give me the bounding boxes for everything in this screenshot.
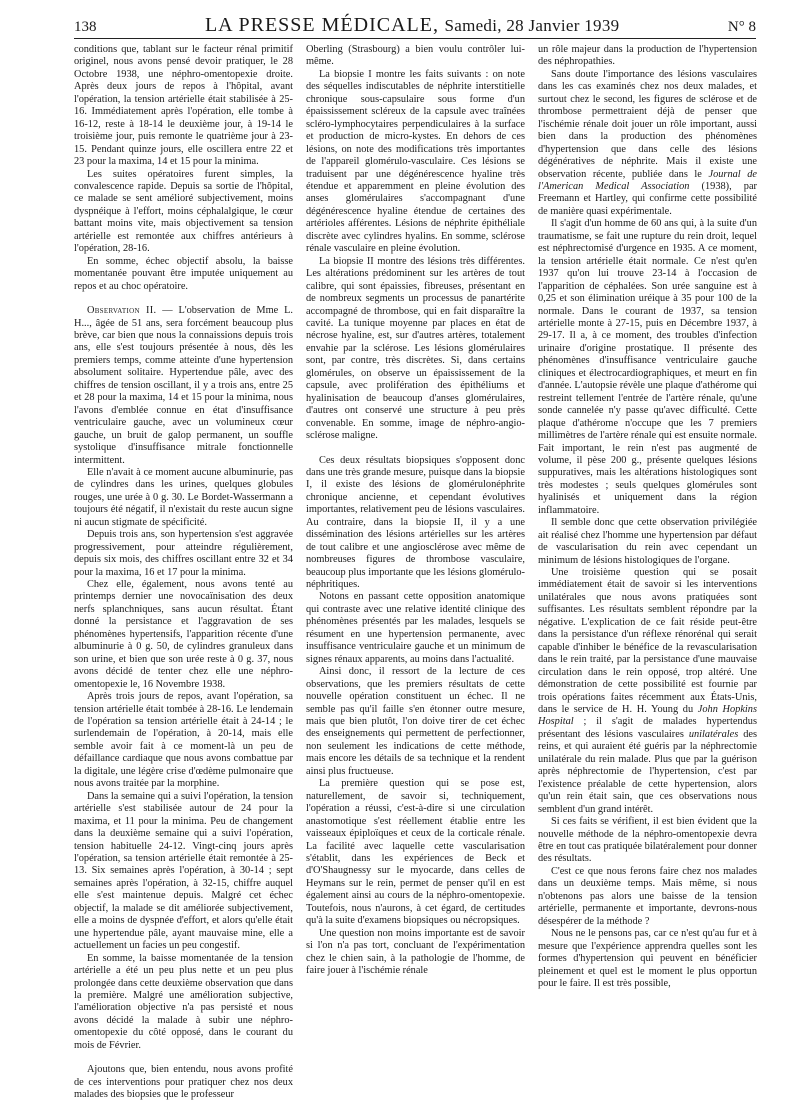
paragraph	[538, 567, 757, 816]
paragraph: Une question non moins importante est de savoir si l'on n'a pas tort, concluant de l'expérimentation chez le chien sain, à la pathologie de l'homme, de faire jouer à l'ischémie rénale	[306, 927, 525, 977]
column-middle	[306, 44, 525, 1070]
paragraph: Dans la semaine qui a suivi l'opération, la tension artérielle s'est stabilisée autour de 24 pour la maxima, et 11 pour la minima. Peu de changement dans la deuxième semaine qui a suivi l'opération, tension habituelle 24-12. Vingt-cinq jours après l'opération, sa tension artérielle était remontée à 25-13. Six semaines après l'opération, à 30-14 ; sept semaines après l'opération, à 32-15, chiffre auquel elle s'est maintenue depuis. Malgré cet échec objectif, la malade se dit améliorée subjectivement, elle a moins de dyspnée d'effort, et alors qu'elle était une hypertendue pâle, ayant mauvaise mine, elle a actuellement un facies un peu congestif.	[74, 790, 293, 952]
hospital-citation: John Hopkins Hospital	[538, 704, 758, 728]
emphasis: unilatérales	[688, 728, 739, 740]
paragraph: Ainsi donc, il ressort de la lecture de ces observations, que les premiers résultats de cette nouvelle opération constituent un échec. Il ne semble pas qu'il faille s'en étonner outre mesure, mais que bien plutôt, l'on doive tirer de cet échec des enseignements qui permettent de perfectionner, non seulement les indications de cette méthode, mais encore les détails de sa technique et la rendent ainsi plus fructueuse.	[306, 666, 525, 777]
paragraph: Si ces faits se vérifient, il est bien évident que la nouvelle méthode de la néphro-omentopexie devra être en tout cas pratiquée bilatéralement pour donner des résultats.	[538, 816, 757, 865]
page-number: 138	[74, 19, 97, 35]
paragraph: Ces deux résultats biopsiques s'opposent donc dans une très grande mesure, puisque dans la biopsie I, il existe des lésions de glomérulonéphrite chronique ancienne, et cependant évolutives importantes, relativement peu de lésions vasculaires. Au contraire, dans la biopsie II, il y a une dissémination des lésions artérielles sur les artères de tout calibre et une angiosclérose avec même de nombreuses figures de thrombose vasculaire, beaucoup plus importante que les lésions glomérulo-néphritiques.	[306, 454, 525, 591]
article-body	[74, 44, 758, 1101]
paragraph: Nous ne le pensons pas, car ce n'est qu'au fur et à mesure que l'expérience apprendra quelles sont les formes d'hypertension qui peuvent en bénéficier pleinement et quel est le moment le plus opportun pour le faire. Il est très possible,	[538, 928, 757, 989]
paragraph: Notons en passant cette opposition anatomique qui contraste avec une relative identité clinique des phénomènes présentés par les malades, lesquels se résument en une hypertension permanente, avec insuffisance ventriculaire gauche et un minimum de signes rénaux apparents, au moins dans l'actualité.	[306, 591, 525, 665]
paragraph: Après trois jours de repos, avant l'opération, sa tension artérielle était tombée à 28-16. Le lendemain de l'opération sa tension artérielle était à 24-14 ; le surlendemain de l'opération, à 20-14, mais elle semble avoir fait à ce moment-là un peu de défaillance cardiaque que nous avons combattue par la digitale, une légère crise d'œdème pulmonaire que nous avons traitée par la morphine.	[74, 691, 293, 790]
journal-title	[205, 14, 620, 37]
publication-name: LA PRESSE MÉDICALE,	[204, 14, 439, 36]
observation-text: — L'observation de Mme L. H..., âgée de 51 ans, sera forcément beaucoup plus brève, car bien que nous la connaissions depuis trois ans, elle s'est toujours présentée à nous, dès les premiers temps, comme atteinte d'une hypertension absolument solitaire. Hypertendue pâle, avec des chiffres de tension oscillant, il y a trois ans, entre 25 et 28 pour la maxima, 14 et 15 pour la minima, nous l'avons d'emblée connue en état d'insuffisance ventriculaire gauche, avec un volumineux cœur gauche, un bruit de galop permanent, un souffle systolique d'insuffisance mitrale fonctionnelle intermittent.	[74, 305, 293, 466]
text-run: Une troisième question qui se posait immédiatement était de savoir si les interventions unilatérales que nous avons pratiquées sont suffisantes. Les résultats semblent répondre par la négative. L'explication de ce fait réside peut-être dans la persistance d'un réflexe rénorénal qui serait capable d'inhiber le bénéfice de la revascularisation dans le rein traité, par la persistance d'une mauvaise circulation dans le rein opposé, trop altéré. Une démonstration de cette possibilité est fournie par trois opérations faites récemment aux États-Unis, dans le service de H. H. Young du	[538, 567, 757, 716]
journal-citation: Journal de l'American Medical Association	[538, 168, 758, 192]
paragraph	[538, 69, 757, 218]
paragraph: un rôle majeur dans la production de l'hypertension des néphropathies.	[538, 44, 757, 68]
paragraph: conditions que, tablant sur le facteur rénal primitif originel, nous avons pensé devoir pratiquer, le 28 Octobre 1938, une néphro-omentopexie droite. Après deux jours de repos à l'hôpital, avant l'opération, la tension artérielle était stabilisée à 25-16. Immédiatement après l'opération, elle tombe à 16-12, reste à 18-14 le deuxième jour, à 19-14 le troisième jour, puis remonte le quatrième jour à 23-15. Pendant quinze jours, elle oscillera entre 22 et 23 pour la maxima, 14 et 15 pour la minima.	[74, 44, 293, 168]
paragraph: Il semble donc que cette observation privilégiée ait réalisé chez l'homme une hypertension par défaut de vascularisation du rein avec cependant un minimum de lésions histologiques de l'organe.	[538, 517, 757, 566]
paragraph: En somme, échec objectif absolu, la baisse momentanée pouvant être imputée uniquement au repos et au choc opératoire.	[74, 255, 293, 292]
paragraph: Chez elle, également, nous avons tenté au printemps dernier une novocaïnisation des deux nerfs splanchniques, sans aucun résultat. Étant donné la persistance et l'aggravation de ses phénomènes hypertensifs, l'apparition récente d'une albuminurie à 0 g. 50, de cylindres granuleux dans son urine, et bien que son urée reste à 0 g. 37, nous avons décidé de tenter chez elle une néphro-omentopexie le, 16 Novembre 1938.	[74, 579, 293, 690]
paragraph: Il s'agit d'un homme de 60 ans qui, à la suite d'un traumatisme, se fait une rupture du rein droit, lequel est néphrectomisé d'urgence en 1935. A ce moment, la tension artérielle était normale. Ce n'est qu'en 1937 qu'on lui trouve 23-14 à l'occasion de l'apparition de céphalées. Son urée sanguine est à 0,25 et son élimination uréique à 35 pour 100 de la normale. Dans le courant de 1937, sa tension artérielle monte à 27-15, puis en Décembre 1937, à 29-17. Il a, à ce moment, des troubles d'infection urinaire d'origine prostatique. Il présente des phénomènes d'insuffisance ventriculaire gauche cliniques et électrocardiographiques, et meurt en fin d'année. L'autopsie révèle une plaque d'athérome qui restreint tellement l'entrée de l'artère rénale, qu'une sonde cannelée n'y passe qu'avec difficulté. Cette plaque d'athérome n'occupe que les 7 premiers millimètres de l'artère rénale qui est ensuite normale. Fait important, le rein n'est pas augmenté de volume, il pèse 200 g., présente quelques lésions suppuratives, mais les altérations histologiques sont très modestes ; seuls quelques glomérules sont hyalinisés et uniquement dans la région inflammatoire.	[538, 218, 757, 516]
running-header	[74, 14, 756, 39]
issue-date: Samedi, 28 Janvier 1939	[444, 16, 620, 35]
paragraph: Les suites opératoires furent simples, la convalescence rapide. Depuis sa sortie de l'hôpital, ce malade se sent amélioré subjectivement, moins dyspnéique à l'effort, moins céphalalgique, le cœur battant moins vite, mais objectivement sa tension artérielle est remontée aux chiffres antérieurs à l'opération, 28-16.	[74, 168, 293, 255]
paragraph: En somme, la baisse momentanée de la tension artérielle a été un peu plus nette et un peu plus prolongée dans cette deuxième observation que dans la première. Malgré une amélioration subjective, l'amélioration objective n'a pas persisté et nous avons décidé la malade à subir une néphro-omentopexie du côté opposé, dans le courant du mois de Février.	[74, 952, 293, 1051]
issue-number: N° 8	[727, 19, 756, 35]
biopsy-ii-paragraph: La biopsie II montre des lésions très différentes. Les altérations prédominent sur les artères de tout calibre, qui sont épaissies, fibreuses, présentant en de nombreux segments un processus de panartérite accompagné de thrombose, qui en fait disparaître la cavité. La tunique moyenne par places en état de nécrose hyaline, est, sur d'autres artères, totalement envahie par la sclérose. Les lésions glomérulaires sont, par contre, très discrètes. Si, dans certains glomérules, on observe un épaississement de la capsule, avec prolifération des épithéliums et hyalinisation de beaucoup d'anses glomérulaires, d'autres ont conservé une structure à peu près convenable. En somme, image de néphro-angio-sclérose maligne.	[306, 255, 525, 442]
column-left	[74, 44, 293, 1101]
observation-label: Observation II.	[86, 305, 157, 317]
paragraph: Oberling (Strasbourg) a bien voulu contrôler lui-même.	[306, 44, 525, 68]
biopsy-i-paragraph: La biopsie I montre les faits suivants : on note des séquelles indiscutables de néphrite interstitielle chronique sous-capsulaire sous forme d'un épaississement scléreux de la capsule avec traînées scléro-lymphocytaires perpendiculaires à la surface et production de micro-kystes. En dehors de ces lésions, on note des modifications très importantes de l'appareil glomérulo-vasculaire. Ces lésions se traduisent par une dégénérescence hyaline très étendue et apparemment en pleine évolution des anses glomérulaires s'accompagnant d'une dégénérescence hyaline étendue de certaines des artérioles afférentes. Lésions de néphrite épithéliale discrète avec cylindres hyalins. En somme, sclérose rénale vasculaire en pleine évolution.	[306, 68, 525, 255]
text-run: Sans doute l'importance des lésions vasculaires dans les cas examinés chez nos deux malades, et surtout chez le second, les figures de sclérose et de thrombose permettraient déjà de penser que l'ischémie rénale doit jouer un rôle important, aussi bien dans la production des phénomènes d'hypertension que dans celle des lésions dégénératives de néphrite. Mais il existe une observation récente, publiée dans le	[538, 68, 757, 180]
column-right	[538, 44, 757, 1070]
paragraph: La première question qui se pose est, naturellement, de savoir si, techniquement, l'opération a réussi, c'est-à-dire si une circulation anastomotique s'est réellement établie entre les vaisseaux épiploïques et ceux de la corticale rénale. La facilité avec laquelle cette vascularisation s'établit, dans les expériences de Beck et d'O'Shaugnessy sur le myocarde, dans celles de Heymans sur le rein, permet de penser qu'il en est également ainsi au cours de la néphro-omentopexie. Toutefois, nous n'aurons, à cet égard, de certitudes qu'à la suite d'examens biopsiques ou nécropsiques.	[306, 778, 525, 927]
text-run: (1938), par Freemann et Hartley, qui confirme cette possibilité de manière quasi expérimentale.	[538, 180, 757, 217]
paragraph: Depuis trois ans, son hypertension s'est aggravée progressivement, pour atteindre régulièrement, depuis six mois, des chiffres oscillant entre 32 et 34 pour la maxima, 16 et 17 pour la minima.	[74, 529, 293, 578]
paragraph: Elle n'avait à ce moment aucune albuminurie, pas de cylindres dans les urines, quelques globules rouges, une urée à 0 g. 30. Le Bordet-Wassermann a toujours été négatif, il n'existait du reste aucun signe ni aucun stigmate de spécificité.	[74, 466, 293, 528]
paragraph: Ajoutons que, bien entendu, nous avons profité de ces interventions pour pratiquer chez nos deux malades des biopsies que le professeur	[74, 1064, 293, 1101]
text-run: des reins, et qui auraient été guéris par la néphrectomie unilatérale du rein malade. Plus que par la guérison après néphrectomie de l'hypertension, c'est par l'existence préalable de cette hypertension, alors qu'un rein était sain, que ces observations nous semblent d'un grand intérêt.	[538, 728, 757, 815]
observation-ii-paragraph	[74, 305, 293, 467]
paragraph: C'est ce que nous ferons faire chez nos malades dans un deuxième temps. Mais même, si nous n'obtenons pas alors une baisse de la tension artérielle, permanente et importante, devrons-nous désespérer de la méthode ?	[538, 865, 757, 927]
text-run: ; il s'agit de malades hypertendus présentant des lésions vasculaires	[538, 716, 757, 740]
